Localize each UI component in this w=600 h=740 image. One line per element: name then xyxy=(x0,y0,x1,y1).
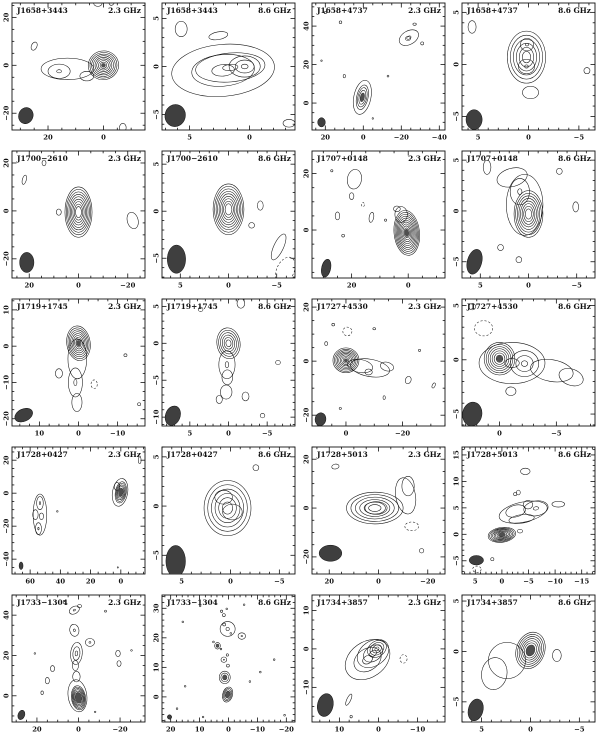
frequency-label: 2.3 GHz xyxy=(108,154,141,163)
svg-text:−5: −5 xyxy=(271,281,282,290)
svg-text:−5: −5 xyxy=(274,577,285,586)
panel-header xyxy=(316,6,441,15)
contour-panel-J1733−1304-8.6 xyxy=(150,592,300,740)
svg-text:40: 40 xyxy=(302,21,311,31)
svg-text:−20: −20 xyxy=(2,105,11,121)
frequency-label: 8.6 GHz xyxy=(258,302,291,311)
beam-ellipse xyxy=(17,709,27,720)
plot-frame xyxy=(462,447,595,574)
source-name: J1700−2610 xyxy=(167,154,218,163)
svg-text:5: 5 xyxy=(187,429,193,438)
svg-text:5: 5 xyxy=(152,161,161,167)
svg-text:−20: −20 xyxy=(302,407,311,423)
contours xyxy=(163,299,281,428)
svg-text:0: 0 xyxy=(76,429,81,438)
contours xyxy=(20,160,140,272)
contour-panel-J1707+0148-8.6 xyxy=(450,148,600,296)
contours xyxy=(167,184,299,287)
frequency-label: 2.3 GHz xyxy=(408,6,441,15)
beam-ellipse xyxy=(16,106,35,126)
svg-text:0: 0 xyxy=(76,281,81,290)
svg-text:0: 0 xyxy=(360,133,366,142)
frequency-label: 8.6 GHz xyxy=(258,450,291,459)
beam-ellipse xyxy=(19,562,23,570)
svg-text:5: 5 xyxy=(479,725,484,734)
contours xyxy=(466,21,590,130)
frequency-label: 2.3 GHz xyxy=(408,302,441,311)
contours xyxy=(17,600,133,720)
frequency-label: 2.3 GHz xyxy=(408,450,441,459)
source-name: J1734+3857 xyxy=(317,598,368,607)
contours xyxy=(464,160,578,276)
svg-text:10: 10 xyxy=(34,429,45,438)
beam-ellipse xyxy=(167,715,171,719)
svg-text:5: 5 xyxy=(475,133,481,142)
contour-panel-J1734+3857-8.6 xyxy=(450,592,600,740)
plot-frame xyxy=(312,151,445,278)
beam-ellipse xyxy=(466,110,482,130)
svg-text:−15: −15 xyxy=(574,577,590,586)
tick-labels xyxy=(303,454,436,585)
svg-text:10: 10 xyxy=(194,725,205,734)
contours xyxy=(314,323,436,426)
svg-text:−5: −5 xyxy=(452,696,461,708)
axis-ticks xyxy=(462,299,595,426)
svg-text:−5: −5 xyxy=(551,429,562,438)
contour-panel-J1719+1745-8.6 xyxy=(150,296,300,444)
svg-text:20: 20 xyxy=(2,650,11,661)
svg-text:−20: −20 xyxy=(2,518,11,534)
plot-frame xyxy=(312,299,445,426)
contours xyxy=(19,457,141,570)
svg-text:−5: −5 xyxy=(573,133,585,142)
beam-ellipse xyxy=(319,545,342,561)
svg-text:0: 0 xyxy=(452,649,461,654)
source-name: J1707+0148 xyxy=(317,154,368,163)
frequency-label: 8.6 GHz xyxy=(258,598,291,607)
plot-frame xyxy=(162,595,295,722)
source-name: J1707+0148 xyxy=(467,154,518,163)
axis-ticks xyxy=(312,3,445,130)
svg-text:−40: −40 xyxy=(2,551,11,567)
panel-header xyxy=(16,6,141,15)
frequency-label: 8.6 GHz xyxy=(558,154,591,163)
svg-text:0: 0 xyxy=(452,531,461,537)
svg-text:−10: −10 xyxy=(547,577,563,586)
beam-ellipse xyxy=(464,248,485,276)
contour-panel-J1733−1304-2.3 xyxy=(0,592,150,740)
svg-text:40: 40 xyxy=(55,577,66,586)
svg-text:−5: −5 xyxy=(152,109,161,120)
tick-labels xyxy=(453,450,590,586)
svg-text:−20: −20 xyxy=(393,133,409,142)
panel-header xyxy=(466,302,591,311)
svg-text:15: 15 xyxy=(452,450,461,460)
svg-text:0: 0 xyxy=(452,62,461,67)
svg-text:0: 0 xyxy=(2,62,11,68)
contour-panel-J1700−2610-2.3 xyxy=(0,148,150,296)
contours xyxy=(13,324,141,424)
svg-text:−5: −5 xyxy=(452,408,461,420)
svg-text:10: 10 xyxy=(302,605,311,616)
svg-text:0: 0 xyxy=(2,343,11,349)
plot-frame xyxy=(312,3,445,130)
svg-text:20: 20 xyxy=(324,577,334,586)
svg-text:−5: −5 xyxy=(152,253,161,264)
contours xyxy=(319,463,424,561)
beam-ellipse xyxy=(315,692,335,718)
frequency-label: 8.6 GHz xyxy=(258,6,291,15)
source-name: J1719+1745 xyxy=(17,302,68,311)
svg-text:0: 0 xyxy=(101,133,106,142)
source-name: J1658+4737 xyxy=(467,6,518,15)
frequency-label: 8.6 GHz xyxy=(558,598,591,607)
svg-text:20: 20 xyxy=(85,577,96,586)
beam-ellipse xyxy=(20,252,34,272)
contour-panel-J1734+3857-2.3 xyxy=(300,592,450,740)
beam-ellipse xyxy=(13,406,35,425)
contour-panel-J1700−2610-8.6 xyxy=(150,148,300,296)
svg-text:0: 0 xyxy=(376,725,381,734)
panel-header xyxy=(466,598,591,607)
svg-text:−5: −5 xyxy=(261,429,273,438)
svg-text:0: 0 xyxy=(76,725,81,734)
source-name: J1658+3443 xyxy=(167,6,218,15)
svg-text:−10: −10 xyxy=(2,374,11,391)
contours xyxy=(315,631,407,718)
contours xyxy=(318,11,424,126)
axis-ticks xyxy=(462,447,595,574)
svg-text:−5: −5 xyxy=(571,281,582,290)
panel-header xyxy=(16,450,141,459)
contours xyxy=(16,0,126,132)
source-name: J1728+5013 xyxy=(317,450,368,459)
svg-text:5: 5 xyxy=(179,577,184,586)
svg-text:10: 10 xyxy=(2,305,11,315)
beam-ellipse xyxy=(163,404,184,428)
frequency-label: 2.3 GHz xyxy=(108,450,141,459)
svg-text:−5: −5 xyxy=(574,725,585,734)
svg-text:0: 0 xyxy=(302,646,311,652)
svg-text:20: 20 xyxy=(165,725,176,734)
svg-text:5: 5 xyxy=(452,157,461,163)
svg-text:5: 5 xyxy=(452,505,461,511)
frequency-label: 8.6 GHz xyxy=(258,154,291,163)
source-name: J1734+3857 xyxy=(467,598,518,607)
svg-text:−20: −20 xyxy=(112,725,128,734)
frequency-label: 2.3 GHz xyxy=(408,154,441,163)
svg-text:−5: −5 xyxy=(152,550,161,561)
panel-header xyxy=(316,302,441,311)
svg-text:−40: −40 xyxy=(431,133,447,142)
svg-text:0: 0 xyxy=(497,429,502,438)
contours xyxy=(469,468,564,572)
axis-ticks xyxy=(12,299,145,426)
contour-panel-J1727+4530-2.3 xyxy=(300,296,450,444)
svg-text:5: 5 xyxy=(187,133,192,142)
svg-text:0: 0 xyxy=(226,725,231,734)
svg-text:−20: −20 xyxy=(278,725,294,734)
svg-text:0: 0 xyxy=(302,358,311,364)
svg-text:20: 20 xyxy=(2,12,11,23)
svg-text:0: 0 xyxy=(152,64,161,69)
beam-ellipse xyxy=(469,555,483,565)
svg-text:10: 10 xyxy=(152,662,161,673)
svg-text:20: 20 xyxy=(302,59,311,70)
contours xyxy=(162,21,295,129)
svg-text:10: 10 xyxy=(334,725,345,734)
beam-ellipse xyxy=(318,118,326,127)
contours xyxy=(461,303,586,427)
svg-text:0: 0 xyxy=(226,429,231,438)
svg-text:20: 20 xyxy=(43,133,53,142)
svg-text:−10: −10 xyxy=(249,725,265,734)
beam-ellipse xyxy=(162,102,187,129)
beam-ellipse xyxy=(314,412,327,427)
source-name: J1658+3443 xyxy=(17,6,68,15)
svg-text:5: 5 xyxy=(477,281,483,290)
svg-text:0: 0 xyxy=(152,340,161,346)
contour-panel-J1707+0148-2.3 xyxy=(300,148,450,296)
svg-text:−5: −5 xyxy=(452,111,461,122)
svg-text:0: 0 xyxy=(452,357,461,363)
svg-text:5: 5 xyxy=(177,281,183,290)
svg-text:0: 0 xyxy=(452,208,461,214)
svg-text:0: 0 xyxy=(2,208,11,214)
axis-ticks xyxy=(312,299,445,426)
svg-text:−10: −10 xyxy=(410,725,426,734)
source-name: J1733−1304 xyxy=(17,598,68,607)
plot-frame xyxy=(462,299,595,426)
svg-text:0: 0 xyxy=(343,429,349,438)
svg-text:5: 5 xyxy=(472,577,478,586)
svg-text:0: 0 xyxy=(152,208,161,214)
svg-text:−20: −20 xyxy=(2,251,11,267)
svg-text:20: 20 xyxy=(320,133,331,142)
svg-text:5: 5 xyxy=(152,304,161,309)
source-name: J1719+1745 xyxy=(167,302,218,311)
svg-text:−10: −10 xyxy=(110,429,126,438)
frequency-label: 2.3 GHz xyxy=(108,302,141,311)
axis-ticks xyxy=(312,151,445,278)
frequency-label: 8.6 GHz xyxy=(558,6,591,15)
panel-header xyxy=(166,6,291,15)
svg-text:−20: −20 xyxy=(120,281,136,290)
svg-text:−5: −5 xyxy=(452,555,461,566)
beam-ellipse xyxy=(461,401,484,428)
svg-text:20: 20 xyxy=(302,302,311,312)
frequency-label: 2.3 GHz xyxy=(108,598,141,607)
svg-text:−10: −10 xyxy=(152,409,161,425)
contour-panel-J1719+1745-2.3 xyxy=(0,296,150,444)
beam-ellipse xyxy=(320,258,333,278)
source-name: J1700−2610 xyxy=(17,154,68,163)
svg-text:0: 0 xyxy=(302,100,311,106)
contours xyxy=(466,628,562,722)
svg-text:−20: −20 xyxy=(420,577,436,586)
panel-header xyxy=(166,450,291,459)
svg-text:5: 5 xyxy=(152,16,161,21)
svg-text:0: 0 xyxy=(247,133,252,142)
frequency-label: 8.6 GHz xyxy=(558,302,591,311)
svg-text:0: 0 xyxy=(526,281,531,290)
svg-text:5: 5 xyxy=(452,598,461,604)
source-name: J1728+0427 xyxy=(17,450,68,459)
source-name: J1733−1304 xyxy=(167,598,218,607)
svg-text:20: 20 xyxy=(302,454,311,464)
svg-text:30: 30 xyxy=(152,603,161,614)
contour-panel-J1658+3443-8.6 xyxy=(150,0,300,148)
svg-text:0: 0 xyxy=(302,505,311,511)
svg-text:0: 0 xyxy=(302,227,311,233)
svg-text:−5: −5 xyxy=(152,375,161,386)
contour-panel-J1728+0427-2.3 xyxy=(0,444,150,592)
contours xyxy=(167,604,285,719)
plot-frame xyxy=(12,447,145,574)
contours xyxy=(166,465,259,577)
svg-text:0: 0 xyxy=(499,577,505,586)
source-name: J1728+0427 xyxy=(167,450,218,459)
svg-text:5: 5 xyxy=(152,454,161,460)
svg-text:0: 0 xyxy=(376,577,381,586)
frequency-label: 2.3 GHz xyxy=(408,598,441,607)
tick-labels xyxy=(2,12,106,141)
contour-panel-J1658+4737-8.6 xyxy=(450,0,600,148)
svg-text:0: 0 xyxy=(152,694,161,700)
source-name: J1727+4530 xyxy=(467,302,518,311)
svg-text:−5: −5 xyxy=(452,256,461,267)
contours xyxy=(320,168,422,278)
contour-panel-J1658+4737-2.3 xyxy=(300,0,450,148)
svg-text:0: 0 xyxy=(152,503,161,509)
panel-header xyxy=(316,154,441,163)
axis-ticks xyxy=(162,595,295,722)
tick-labels xyxy=(303,169,411,290)
svg-text:20: 20 xyxy=(32,725,42,734)
svg-text:−20: −20 xyxy=(2,411,11,427)
svg-text:60: 60 xyxy=(25,577,35,586)
svg-text:0: 0 xyxy=(405,281,411,290)
svg-text:5: 5 xyxy=(452,303,461,308)
svg-text:0: 0 xyxy=(528,725,533,734)
svg-text:20: 20 xyxy=(302,168,311,179)
svg-text:−20: −20 xyxy=(394,429,411,438)
svg-text:0: 0 xyxy=(226,281,231,290)
axis-ticks xyxy=(12,447,145,574)
beam-ellipse xyxy=(166,545,186,577)
svg-text:20: 20 xyxy=(2,455,11,465)
contour-panel-J1728+5013-2.3 xyxy=(300,444,450,592)
svg-text:−5: −5 xyxy=(523,577,534,586)
svg-text:20: 20 xyxy=(346,281,357,290)
svg-text:20: 20 xyxy=(152,633,161,643)
svg-text:10: 10 xyxy=(452,476,461,487)
svg-text:40: 40 xyxy=(2,610,11,620)
svg-text:0: 0 xyxy=(526,133,531,142)
source-name: J1727+4530 xyxy=(317,302,368,311)
svg-text:0: 0 xyxy=(2,490,11,496)
contour-panel-J1727+4530-8.6 xyxy=(450,296,600,444)
svg-text:−20: −20 xyxy=(302,549,311,565)
svg-text:−10: −10 xyxy=(302,679,311,695)
contour-panel-J1728+5013-8.6 xyxy=(450,444,600,592)
svg-text:0: 0 xyxy=(228,577,233,586)
svg-text:0: 0 xyxy=(118,577,124,586)
frequency-label: 2.3 GHz xyxy=(108,6,141,15)
plot-frame xyxy=(12,299,145,426)
frequency-label: 8.6 GHz xyxy=(558,450,591,459)
svg-text:20: 20 xyxy=(24,281,34,290)
source-name: J1658+4737 xyxy=(317,6,368,15)
svg-text:20: 20 xyxy=(2,158,11,168)
beam-ellipse xyxy=(466,697,486,722)
source-name: J1728+5013 xyxy=(467,450,518,459)
svg-text:0: 0 xyxy=(2,693,11,699)
contour-panel-J1728+0427-8.6 xyxy=(150,444,300,592)
svg-text:5: 5 xyxy=(452,10,461,15)
beam-ellipse xyxy=(167,245,185,273)
contour-panel-J1658+3443-2.3 xyxy=(0,0,150,148)
